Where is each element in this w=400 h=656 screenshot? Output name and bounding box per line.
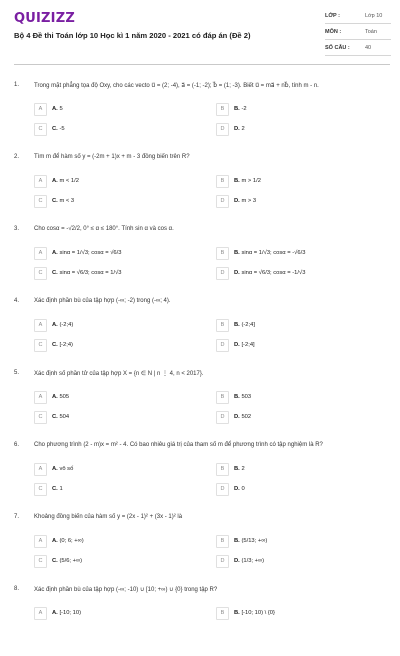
quiz-header [0, 0, 400, 64]
option-text [234, 126, 245, 132]
option-letter-box: C [34, 195, 47, 208]
option-value: m > 3 [241, 198, 257, 204]
option-value: 505 [59, 394, 70, 400]
question-block [0, 514, 400, 584]
option-text [52, 250, 122, 256]
option-letter-box: C [34, 339, 47, 352]
option-letter-box: D [216, 411, 229, 424]
option-text [52, 322, 73, 328]
option-letter-box: D [216, 195, 229, 208]
meta-key: SỐ CÂU : [325, 45, 350, 51]
option-letter-box: A [34, 103, 47, 116]
meta-subject-row [325, 27, 391, 40]
option-label: C. [52, 126, 58, 132]
answer-option-d[interactable] [216, 195, 384, 208]
option-letter-box: C [34, 555, 47, 568]
answer-option-a[interactable] [34, 463, 202, 476]
meta-key: MÔN : [325, 29, 342, 35]
option-label: B. [234, 394, 240, 400]
option-text [52, 106, 63, 112]
option-letter-box: A [34, 175, 47, 188]
option-text [52, 558, 82, 564]
option-label: D. [234, 270, 240, 276]
answer-option-a[interactable] [34, 175, 202, 188]
answer-option-b[interactable] [216, 535, 384, 548]
meta-value: Lớp 10 [365, 13, 383, 19]
option-value: sinα = 1/√3; cosα = √6/3 [59, 250, 122, 256]
question-number: 3. [14, 226, 20, 232]
document-title: Bộ 4 Đề thi Toán lớp 10 Học kì 1 năm 2020 - 2021 có đáp án (Đề 2) [14, 31, 251, 40]
question-number: 8. [14, 586, 20, 592]
option-value: 2 [241, 126, 245, 132]
option-letter-box: B [216, 247, 229, 260]
option-value: [-10; 10) [59, 610, 82, 616]
option-text [234, 322, 255, 328]
option-letter-box: C [34, 483, 47, 496]
option-letter-box: D [216, 339, 229, 352]
option-letter-box: C [34, 411, 47, 424]
question-text: Cho cosα = -√2/2, 0° ≤ α ≤ 180°. Tính sin α và cos α. [34, 226, 174, 232]
option-text [234, 486, 245, 492]
answer-option-b[interactable] [216, 175, 384, 188]
option-letter-box: A [34, 319, 47, 332]
option-text [234, 610, 275, 616]
option-label: D. [234, 198, 240, 204]
meta-count-row [325, 43, 391, 56]
option-value: sinα = 1/√3; cosα = -√6/3 [241, 250, 306, 256]
answer-option-c[interactable] [34, 123, 202, 136]
option-value: 0 [241, 486, 245, 492]
option-value: (0; 6; +∞) [59, 538, 84, 544]
answer-option-d[interactable] [216, 483, 384, 496]
question-text: Cho phương trình (2 - m)x = m² - 4. Có bao nhiêu giá trị của tham số m để phương trình có tập nghiệm là R? [34, 442, 323, 448]
option-letter-box: B [216, 391, 229, 404]
option-label: B. [234, 178, 240, 184]
option-value: sinα = √6/3; cosα = 1/√3 [59, 270, 122, 276]
answer-option-a[interactable] [34, 247, 202, 260]
option-letter-box: A [34, 391, 47, 404]
answer-option-d[interactable] [216, 339, 384, 352]
meta-key: LỚP : [325, 13, 340, 19]
option-label: A. [52, 322, 58, 328]
option-letter-box: C [34, 267, 47, 280]
option-value: [-2;4) [59, 342, 73, 348]
option-letter-box: D [216, 123, 229, 136]
answer-option-c[interactable] [34, 339, 202, 352]
answer-option-b[interactable] [216, 247, 384, 260]
option-letter-box: D [216, 267, 229, 280]
option-label: A. [52, 538, 58, 544]
option-value: 504 [59, 414, 70, 420]
option-label: B. [234, 538, 240, 544]
question-block [0, 298, 400, 368]
option-value: 503 [241, 394, 252, 400]
question-text: Xác định số phần tử của tập hợp X = {n ∈ N | n ⋮ 4, n < 2017}. [34, 371, 204, 377]
option-text [52, 394, 69, 400]
option-text [234, 106, 247, 112]
answer-option-a[interactable] [34, 319, 202, 332]
option-label: A. [52, 394, 58, 400]
option-letter-box: C [34, 123, 47, 136]
option-label: B. [234, 610, 240, 616]
answer-option-b[interactable] [216, 103, 384, 116]
option-text [52, 466, 73, 472]
question-block [0, 226, 400, 296]
answer-option-c[interactable] [34, 483, 202, 496]
option-value: [-2;4] [241, 342, 255, 348]
option-value: 5 [59, 106, 63, 112]
question-block [0, 154, 400, 224]
question-block [0, 82, 400, 152]
answer-option-b[interactable] [216, 463, 384, 476]
option-letter-box: A [34, 535, 47, 548]
option-value: -2 [241, 106, 247, 112]
option-value: [-10; 10) \ {0} [241, 610, 275, 616]
option-value: (-2;4) [59, 322, 74, 328]
option-label: A. [52, 610, 58, 616]
answer-option-b[interactable] [216, 607, 384, 620]
answer-option-d[interactable] [216, 267, 384, 280]
option-text [234, 414, 251, 420]
option-label: D. [234, 486, 240, 492]
answer-option-a[interactable] [34, 535, 202, 548]
option-label: C. [52, 486, 58, 492]
option-text [52, 538, 84, 544]
quizizz-logo: QUIZIZZ [14, 11, 75, 26]
option-letter-box: A [34, 247, 47, 260]
option-text [234, 270, 305, 276]
question-text: Trong mặt phẳng tọa độ Oxy, cho các vecto u⃗ = (2; -4), a⃗ = (-1; -2); b⃗ = (1; -3). Biết u⃗ = ma⃗ + nb⃗, tính m - n. [34, 83, 319, 89]
option-label: C. [52, 414, 58, 420]
option-value: (1/3; +∞) [241, 558, 265, 564]
option-label: D. [234, 126, 240, 132]
option-letter-box: B [216, 463, 229, 476]
option-value: m > 1/2 [241, 178, 261, 184]
question-number: 7. [14, 514, 20, 520]
option-label: C. [52, 342, 58, 348]
option-text [52, 270, 122, 276]
meta-value: Toán [365, 29, 377, 35]
answer-option-c[interactable] [34, 411, 202, 424]
option-letter-box: B [216, 103, 229, 116]
answer-option-c[interactable] [34, 555, 202, 568]
answer-option-d[interactable] [216, 555, 384, 568]
option-label: A. [52, 250, 58, 256]
option-text [234, 466, 245, 472]
option-label: A. [52, 106, 58, 112]
option-value: -5 [59, 126, 65, 132]
question-text: Khoảng đồng biến của hàm số y = (2x - 1)² + (3x - 1)² là [34, 514, 183, 520]
option-letter-box: D [216, 483, 229, 496]
question-number: 2. [14, 154, 20, 160]
option-label: A. [52, 466, 58, 472]
question-block [0, 370, 400, 440]
option-value: sinα = √6/3; cosα = -1/√3 [241, 270, 306, 276]
option-text [234, 538, 267, 544]
option-label: C. [52, 198, 58, 204]
option-label: D. [234, 342, 240, 348]
option-text [52, 486, 63, 492]
option-value: (5/6; +∞) [59, 558, 83, 564]
option-value: (5/13; +∞) [241, 538, 268, 544]
option-value: 2 [241, 466, 245, 472]
option-value: (-2;4] [241, 322, 255, 328]
answer-option-d[interactable] [216, 411, 384, 424]
option-letter-box: A [34, 607, 47, 620]
option-text [52, 178, 79, 184]
option-text [52, 126, 65, 132]
meta-class-row [325, 11, 391, 24]
question-number: 1. [14, 82, 20, 88]
option-value: 1 [59, 486, 63, 492]
option-letter-box: B [216, 175, 229, 188]
answer-option-d[interactable] [216, 123, 384, 136]
option-letter-box: D [216, 555, 229, 568]
option-label: C. [52, 270, 58, 276]
option-letter-box: A [34, 463, 47, 476]
question-block [0, 442, 400, 512]
option-text [234, 558, 264, 564]
header-divider [14, 64, 390, 65]
option-label: C. [52, 558, 58, 564]
option-letter-box: B [216, 535, 229, 548]
option-label: D. [234, 414, 240, 420]
question-number: 5. [14, 370, 20, 376]
question-number: 4. [14, 298, 20, 304]
option-label: B. [234, 322, 240, 328]
answer-option-b[interactable] [216, 319, 384, 332]
option-text [52, 414, 69, 420]
option-text [52, 610, 81, 616]
option-text [52, 198, 74, 204]
answer-option-c[interactable] [34, 195, 202, 208]
answer-option-a[interactable] [34, 391, 202, 404]
option-label: A. [52, 178, 58, 184]
option-text [234, 250, 305, 256]
option-letter-box: B [216, 607, 229, 620]
option-text [234, 342, 255, 348]
question-text: Xác định phần bù của tập hợp (-∞; -2) trong (-∞; 4). [34, 298, 171, 304]
question-text: Xác định phần bù của tập hợp (-∞; -10) ∪ [10; +∞) ∪ {0} trong tập R? [34, 587, 218, 593]
question-number: 6. [14, 442, 20, 448]
question-block [0, 586, 400, 656]
option-label: B. [234, 106, 240, 112]
option-text [234, 178, 261, 184]
option-text [234, 198, 256, 204]
option-letter-box: B [216, 319, 229, 332]
option-value: m < 1/2 [59, 178, 79, 184]
option-text [234, 394, 251, 400]
option-value: m < 3 [59, 198, 75, 204]
answer-option-c[interactable] [34, 267, 202, 280]
option-value: vô số [59, 466, 74, 472]
meta-value: 40 [365, 45, 372, 51]
answer-option-b[interactable] [216, 391, 384, 404]
option-label: B. [234, 466, 240, 472]
option-text [52, 342, 73, 348]
option-label: D. [234, 558, 240, 564]
answer-option-a[interactable] [34, 103, 202, 116]
question-text: Tìm m để hàm số y = (-2m + 1)x + m - 3 đồng biến trên R? [34, 154, 190, 160]
answer-option-a[interactable] [34, 607, 202, 620]
option-label: B. [234, 250, 240, 256]
meta-info [325, 11, 391, 59]
option-value: 502 [241, 414, 252, 420]
